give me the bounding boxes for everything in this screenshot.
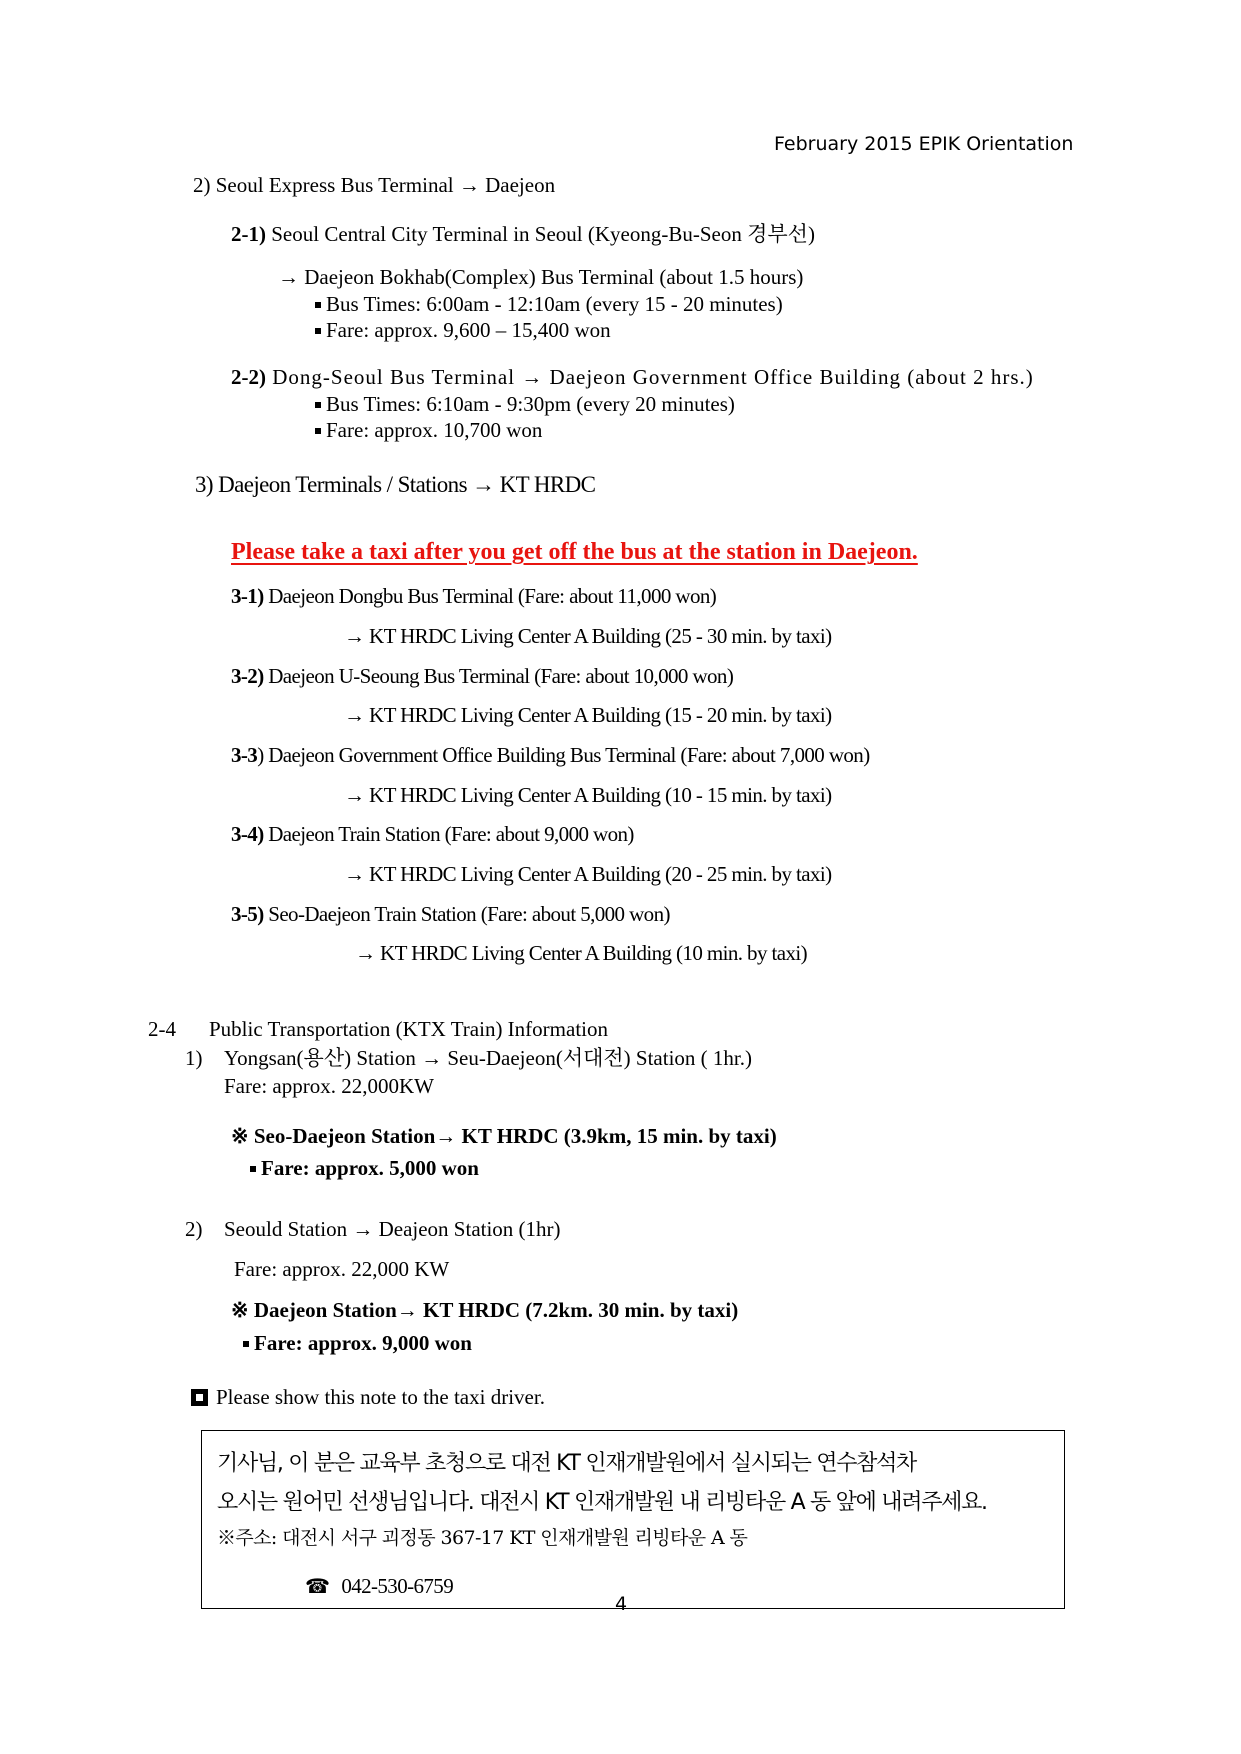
route-2-1-fare bbox=[315, 317, 611, 343]
ktx-item-2-note: ※ Daejeon Station→ KT HRDC (7.2km. 30 min. by taxi) bbox=[231, 1298, 739, 1322]
taxi-note-address: ※주소: 대전시 서구 괴정동 367-17 KT 인재개발원 리빙타운 A 동 bbox=[217, 1527, 748, 1549]
route-2-1-fare-text: Fare: approx. 9,600 – 15,400 won bbox=[326, 318, 611, 342]
terminal-3-1-text: Daejeon Dongbu Bus Terminal (Fare: about 11,000 won) bbox=[263, 584, 717, 608]
phone-icon: ☎ bbox=[305, 1574, 330, 1598]
taxi-notice: Please take a taxi after you get off the bus at the station in Daejeon. bbox=[231, 539, 918, 565]
route-2-2-fare bbox=[315, 417, 542, 443]
ktx-item-2-note-fare bbox=[243, 1330, 472, 1356]
route-2-2-text: Dong-Seoul Bus Terminal → Daejeon Government Office Building (about 2 hrs.) bbox=[266, 365, 1034, 389]
route-2-2-number: 2-2) bbox=[231, 365, 266, 389]
route-2-2-times-text: Bus Times: 6:10am - 9:30pm (every 20 minutes) bbox=[326, 392, 735, 416]
route-2-1-number: 2-1) bbox=[231, 222, 266, 246]
section-3-title: 3) Daejeon Terminals / Stations → KT HRDC bbox=[195, 472, 596, 497]
terminal-3-2-number: 3-2) bbox=[231, 664, 264, 688]
taxi-note-phone bbox=[305, 1573, 453, 1599]
bullet-icon bbox=[243, 1341, 249, 1347]
taxi-note-line-2: 오시는 원어민 선생님입니다. 대전시 KT 인재개발원 내 리빙타운 A 동 앞에 내려주세요. bbox=[217, 1490, 987, 1515]
section-2-4-title: Public Transportation (KTX Train) Information bbox=[209, 1017, 608, 1041]
terminal-3-4-text: Daejeon Train Station (Fare: about 9,000 won) bbox=[263, 822, 634, 846]
ktx-item-1-text: Yongsan(용산) Station → Seu-Daejeon(서대전) Station ( 1hr.) bbox=[224, 1046, 752, 1070]
bullet-icon bbox=[315, 302, 321, 308]
phone-number: 042-530-6759 bbox=[341, 1574, 454, 1598]
terminal-3-2-destination: → KT HRDC Living Center A Building (15 - 20 min. by taxi) bbox=[344, 703, 832, 727]
route-2-1 bbox=[231, 221, 815, 247]
section-2-4-number: 2-4 bbox=[148, 1017, 176, 1041]
ktx-item-2-note-fare-text: Fare: approx. 9,000 won bbox=[254, 1331, 472, 1355]
ktx-item-1-note-fare-text: Fare: approx. 5,000 won bbox=[261, 1156, 479, 1180]
terminal-3-5-text: Seo-Daejeon Train Station (Fare: about 5,000 won) bbox=[263, 902, 670, 926]
terminal-3-5-destination: → KT HRDC Living Center A Building (10 min. by taxi) bbox=[355, 941, 807, 965]
page-number: 4 bbox=[615, 1593, 628, 1615]
terminal-3-1-number: 3-1) bbox=[231, 584, 264, 608]
ktx-item-1-note-fare bbox=[250, 1155, 479, 1181]
route-2-1-text: Seoul Central City Terminal in Seoul (Kyeong-Bu-Seon 경부선) bbox=[266, 222, 815, 246]
ktx-item-1-note: ※ Seo-Daejeon Station→ KT HRDC (3.9km, 15 min. by taxi) bbox=[231, 1124, 777, 1148]
taxi-note-intro bbox=[191, 1384, 545, 1410]
bullet-icon bbox=[315, 328, 321, 334]
section-2-title: 2) Seoul Express Bus Terminal → Daejeon bbox=[193, 173, 556, 197]
taxi-note-line-1: 기사님, 이 분은 교육부 초청으로 대전 KT 인재개발원에서 실시되는 연수참석차 bbox=[217, 1451, 917, 1476]
route-2-2-times bbox=[315, 391, 735, 417]
route-2-2-fare-text: Fare: approx. 10,700 won bbox=[326, 418, 543, 442]
route-2-1-times bbox=[315, 291, 783, 317]
terminal-3-3 bbox=[231, 742, 870, 768]
page-header: February 2015 EPIK Orientation bbox=[774, 133, 1074, 155]
square-bullet-icon bbox=[191, 1389, 208, 1406]
terminal-3-1 bbox=[231, 583, 716, 609]
terminal-3-4-destination: → KT HRDC Living Center A Building (20 - 25 min. by taxi) bbox=[344, 862, 832, 886]
terminal-3-3-text: ) Daejeon Government Office Building Bus Terminal (Fare: about 7,000 won) bbox=[257, 743, 870, 767]
ktx-item-1-number: 1) bbox=[185, 1046, 203, 1070]
terminal-3-3-destination: → KT HRDC Living Center A Building (10 - 15 min. by taxi) bbox=[344, 783, 832, 807]
ktx-item-1-fare: Fare: approx. 22,000KW bbox=[224, 1074, 434, 1098]
ktx-item-2-text: Seould Station → Deajeon Station (1hr) bbox=[224, 1217, 561, 1241]
terminal-3-3-number: 3-3 bbox=[231, 743, 258, 767]
terminal-3-2 bbox=[231, 663, 733, 689]
terminal-3-4-number: 3-4) bbox=[231, 822, 264, 846]
bullet-icon bbox=[250, 1166, 256, 1172]
route-2-1-destination: → Daejeon Bokhab(Complex) Bus Terminal (about 1.5 hours) bbox=[278, 265, 804, 289]
terminal-3-4 bbox=[231, 821, 634, 847]
terminal-3-1-destination: → KT HRDC Living Center A Building (25 - 30 min. by taxi) bbox=[344, 624, 832, 648]
ktx-item-2-number: 2) bbox=[185, 1217, 203, 1241]
terminal-3-5-number: 3-5) bbox=[231, 902, 264, 926]
ktx-item-2-fare: Fare: approx. 22,000 KW bbox=[234, 1257, 450, 1281]
terminal-3-5 bbox=[231, 901, 670, 927]
route-2-1-times-text: Bus Times: 6:00am - 12:10am (every 15 - 20 minutes) bbox=[326, 292, 783, 316]
terminal-3-2-text: Daejeon U-Seoung Bus Terminal (Fare: about 10,000 won) bbox=[263, 664, 734, 688]
route-2-2 bbox=[231, 364, 1034, 390]
bullet-icon bbox=[315, 402, 321, 408]
taxi-note-intro-text: Please show this note to the taxi driver. bbox=[216, 1385, 545, 1409]
bullet-icon bbox=[315, 428, 321, 434]
